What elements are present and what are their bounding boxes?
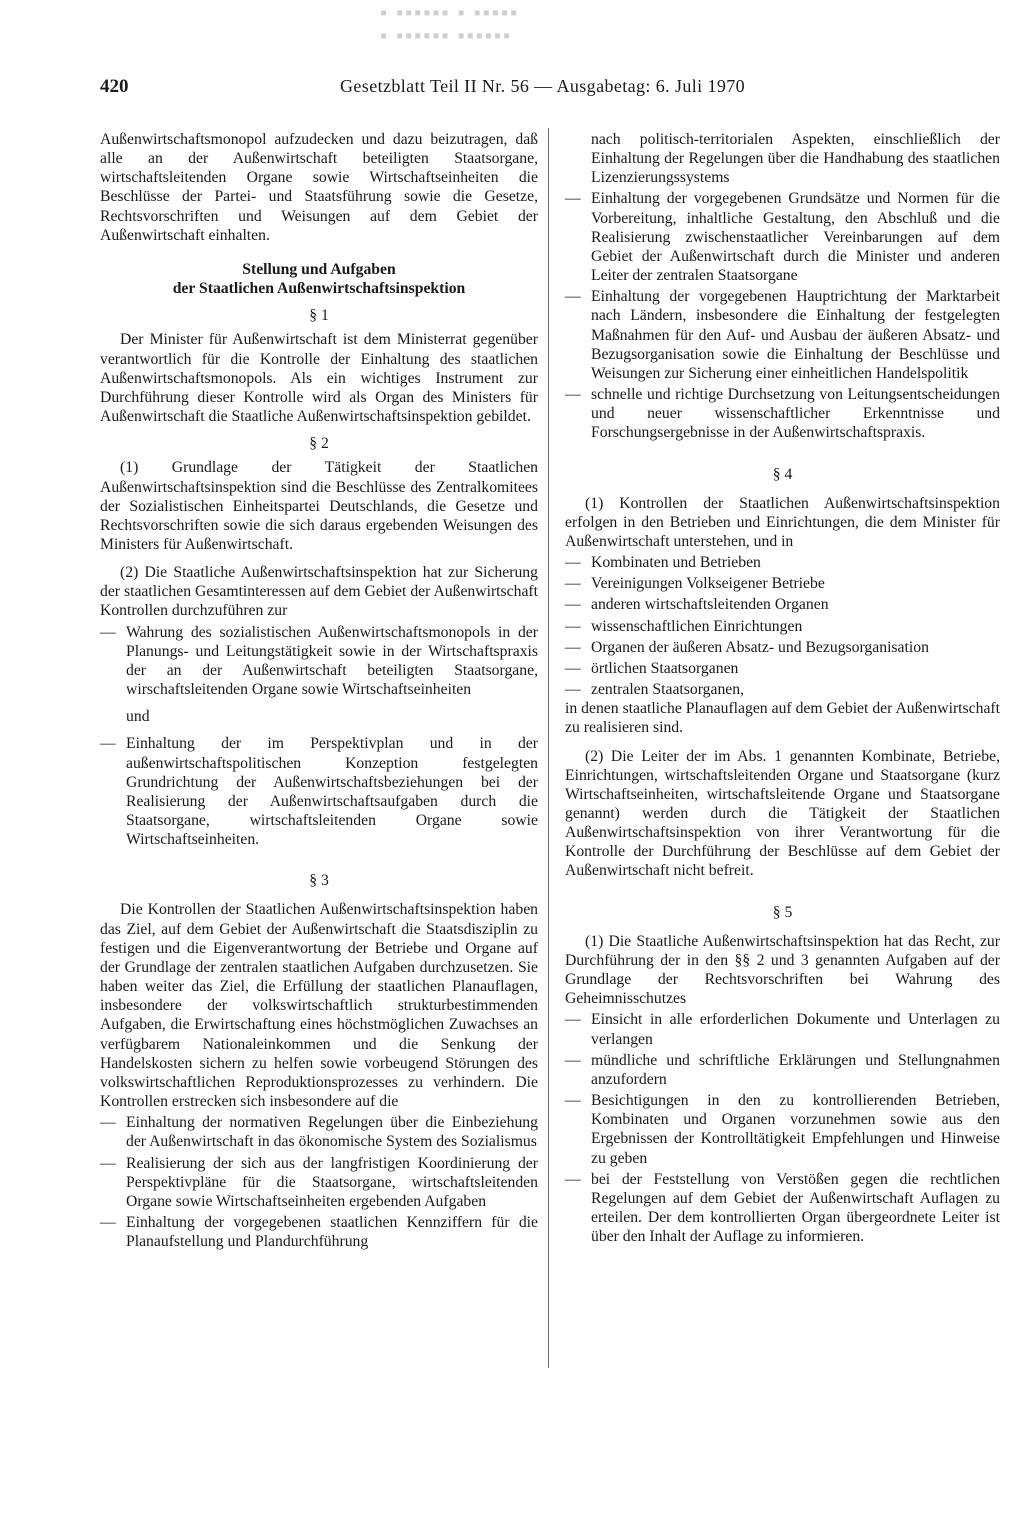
paragraph-3-list (100, 1113, 538, 1251)
list-item: — Wahrung des sozialistischen Außenwirtschaftsmonopols in der Planungs- und Leitungstätigkeit sowie in der Wirtschaftspraxis der an der Außenwirtschaft beteiligten Staatsorgane, wirschaftsleitenden Organe sowie Wirtschaftseinheiten (100, 623, 538, 700)
stamp-line-1: ▪ ▪▪▪▪▪▪ ▪ ▪▪▪▪▪ (380, 2, 520, 24)
section-title-line-1: Stellung und Aufgaben (242, 260, 396, 278)
list-item: — Vereinigungen Volkseigener Betriebe (565, 574, 1000, 593)
column-rule (548, 128, 549, 1368)
paragraph-2-list-a (100, 623, 538, 700)
list-item: — Organen der äußeren Absatz- und Bezugsorganisation (565, 638, 1000, 657)
list-item: — bei der Feststellung von Verstößen gegen die rechtlichen Regelungen auf dem Gebiet der Außenwirtschaft Auflagen zu erteilen. Der dem kontrollierten Organ übergeordnete Leiter ist über den Inhalt der Auflage zu informieren. (565, 1170, 1000, 1247)
paragraph-4-subsection-1-end: in denen staatliche Planauflagen auf dem Gebiet der Außenwirtschaft zu realisieren sind. (565, 700, 1000, 737)
list-item: — Einhaltung der vorgegebenen staatlichen Kennziffern für die Planaufstellung und Plandurchführung (100, 1213, 538, 1251)
list-item-continuation: nach politisch-territorialen Aspekten, einschließlich der Einhaltung der Regelungen über die Handhabung des staatlichen Lizenzierungssystems (591, 131, 1000, 187)
paragraph-4-list (565, 553, 1000, 699)
list-item: — örtlichen Staatsorganen (565, 659, 1000, 678)
paragraph-5-list (565, 1010, 1000, 1246)
list-item: — Einhaltung der im Perspektivplan und in der außenwirtschaftspolitischen Konzeption festgelegten Grundrichtung der Außenwirtschaftsbeziehungen bei der Realisierung der Außenwirtschaftsaufgaben durch die Staatsorgane, wirtschaftsleitenden Organe sowie Wirtschaftseinheiten. (100, 734, 538, 849)
paragraph-4-subsection-2: (2) Die Leiter der im Abs. 1 genannten Kombinate, Betriebe, Einrichtungen, wirtschaftsleitenden Organe und Staatsorgane (kurz Wirtschaftseinheiten, wirtschaftsleitende Organe und Staatsorgane genannt) werden durch die Tätigkeit der Staatlichen Außenwirtschaftsinspektion von ihrer Verantwortung für die Kontrolle der Durchführung der Beschlüsse auf dem Gebiet der Außenwirtschaft nicht befreit. (565, 747, 1000, 880)
paragraph-1-text: Der Minister für Außenwirtschaft ist dem Ministerrat gegenüber verantwortlich für die Kontrolle der Einhaltung des staatlichen Außenwirtschaftsmonopols. Als ein wichtiges Instrument zur Durchführung dieser Kontrolle wird als Organ des Ministers für Außenwirtschaft die Staatliche Außenwirtschaftsinspektion gebildet. (100, 331, 538, 426)
list-item: — zentralen Staatsorganen, (565, 680, 1000, 699)
page-header (100, 76, 1000, 106)
paragraph-2-subsection-1: (1) Grundlage der Tätigkeit der Staatlichen Außenwirtschaftsinspektion sind die Beschlüsse des Zentralkomitees der Sozialistischen Einheitspartei Deutschlands, die Gesetze und Rechtsvorschriften sowie die sich daraus ergebenden Weisungen des Ministers für Außenwirtschaft. (100, 459, 538, 553)
list-item: — Kombinaten und Betrieben (565, 553, 1000, 572)
running-head: Gesetzblatt Teil II Nr. 56 — Ausgabetag: 6. Juli 1970 (340, 76, 746, 96)
faded-stamp (380, 2, 640, 58)
paragraph-4-subsection-1: (1) Kontrollen der Staatlichen Außenwirtschaftsinspektion erfolgen in den Betrieben und Einrichtungen, die dem Minister für Außenwirtschaft unterstehen, und in (565, 494, 1000, 550)
conjunction-und: und (126, 708, 150, 726)
list-item: — schnelle und richtige Durchsetzung von Leitungsentscheidungen und neuer wissenschaftlicher Erkenntnisse und Forschungsergebnisse in der Außenwirtschaftspraxis. (565, 385, 1000, 442)
list-item: — Realisierung der sich aus der langfristigen Koordinierung der Perspektivpläne für die Staatsorgane, wirtschaftsleitenden Organe sowie Wirtschaftseinheiten ergebenden Aufgaben (100, 1154, 538, 1211)
paragraph-2-subsection-2: (2) Die Staatliche Außenwirtschaftsinspektion hat zur Sicherung der staatlichen Gesamtinteressen auf dem Gebiet der Außenwirtschaft Kontrollen durchzuführen zur (100, 564, 538, 620)
paragraph-mark-4: § 4 (772, 465, 793, 483)
left-column (100, 130, 538, 1251)
paragraph-2-list-b (100, 734, 538, 849)
paragraph-5-subsection-1: (1) Die Staatliche Außenwirtschaftsinspektion hat das Recht, zur Durchführung der in den §§ 2 und 3 genannten Aufgaben auf der Grundlage der Rechtsvorschriften bei Wahrung des Geheimnisschutzes (565, 932, 1000, 1008)
paragraph-mark-2: § 2 (309, 435, 329, 453)
list-item: — Einsicht in alle erforderlichen Dokumente und Unterlagen zu verlangen (565, 1010, 1000, 1048)
paragraph-mark-1: § 1 (309, 307, 329, 325)
section-title (100, 260, 538, 298)
list-item: — mündliche und schriftliche Erklärungen und Stellungnahmen anzufordern (565, 1051, 1000, 1089)
list-item: — Einhaltung der normativen Regelungen über die Einbeziehung der Außenwirtschaft in das ökonomische System des Sozialismus (100, 1113, 538, 1151)
right-column (565, 130, 1000, 1246)
paragraph-mark-5: § 5 (772, 903, 793, 921)
list-item: — anderen wirtschaftsleitenden Organen (565, 595, 1000, 614)
list-item: — Einhaltung der vorgegebenen Grundsätze und Normen für die Vorbereitung, inhaltliche Gestaltung, den Abschluß und die Realisierung zwischenstaatlicher Vereinbarungen auf dem Gebiet der Außenwirtschaft durch die Minister und anderen Leiter der zentralen Staatsorgane (565, 189, 1000, 285)
stamp-line-2: ▪ ▪▪▪▪▪▪ ▪▪▪▪▪▪ (380, 25, 513, 47)
list-item: — Einhaltung der vorgegebenen Hauptrichtung der Marktarbeit nach Ländern, insbesondere die Einhaltung der festgelegten Maßnahmen für den Auf- und Ausbau der äußeren Absatz- und Bezugsorganisation sowie die Einhaltung der Beschlüsse und Weisungen zur Sicherung einer einheitlichen Handelspolitik (565, 287, 1000, 383)
list-item: — Besichtigungen in den zu kontrollierenden Betrieben, Kombinaten und Organen vorzunehmen sowie aus den Ergebnissen der Kontrolltätigkeit Empfehlungen und Hinweise zu geben (565, 1091, 1000, 1168)
list-item: — wissenschaftlichen Einrichtungen (565, 617, 1000, 636)
section-title-line-2: der Staatlichen Außenwirtschaftsinspektion (172, 280, 466, 298)
paragraph-mark-3: § 3 (309, 872, 329, 890)
paragraph-3-list-continued (565, 189, 1000, 442)
page-number: 420 (100, 76, 129, 97)
intro-paragraph: Außenwirtschaftsmonopol aufzudecken und dazu beizutragen, daß alle an der Außenwirtschaft beteiligten Staatsorgane, wirtschaftsleitenden Organe sowie Wirtschaftseinheiten die Beschlüsse der Partei- und Staatsführung sowie die Gesetze, Rechtsvorschriften und Weisungen auf dem Gebiet der Außenwirtschaft einhalten. (100, 131, 538, 244)
paragraph-3-text: Die Kontrollen der Staatlichen Außenwirtschaftsinspektion haben das Ziel, auf dem Gebiet der Außenwirtschaft die Staatsdisziplin zu festigen und die Eigenverantwortung der Betriebe und Organe auf der Grundlage der zentralen staatlichen Aufgaben durchzusetzen. Sie haben weiter das Ziel, die Erfüllung der staatlichen Planauflagen, insbesondere der volkswirtschaftlich strukturbestimmenden Aufgaben, die Erwirtschaftung eines höchstmöglichen Zuwachses an verfügbarem Nationaleinkommen und die Senkung der Handelskosten sichern zu helfen sowie vorbeugend Störungen des volkswirtschaftlichen Reproduktionsprozesses zu verhindern. Die Kontrollen erstrecken sich insbesondere auf die (100, 901, 538, 1111)
